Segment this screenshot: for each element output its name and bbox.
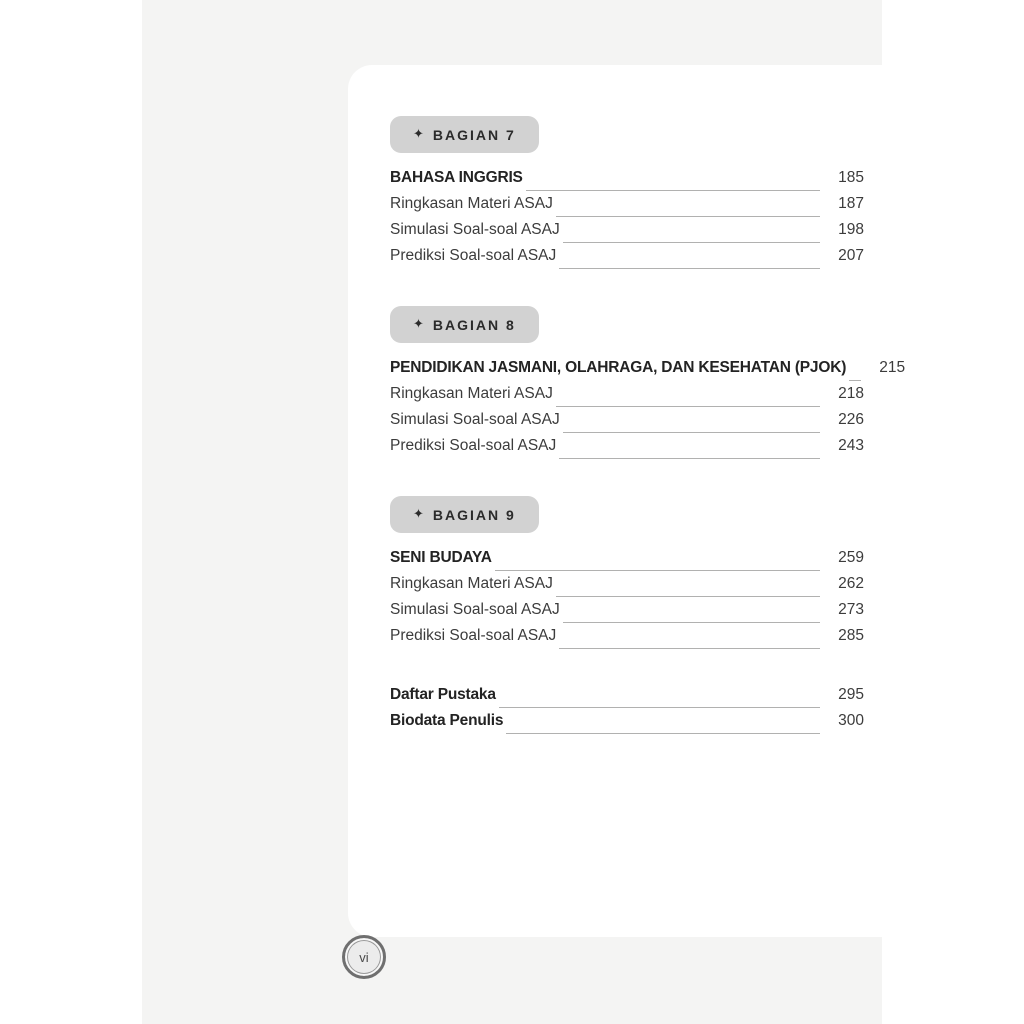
toc-entry — [390, 437, 864, 463]
leader-line — [559, 648, 820, 649]
toc-entry-label: SENI BUDAYA — [390, 549, 492, 566]
toc-entry — [390, 575, 864, 601]
leader-line — [506, 733, 820, 734]
leader-line — [563, 242, 820, 243]
toc-entry-page: 215 — [879, 359, 906, 376]
toc-entry — [390, 195, 864, 221]
toc-entry-label: Prediksi Soal-soal ASAJ — [390, 437, 557, 454]
toc-entry-page: 300 — [838, 712, 864, 729]
toc-entry-page: 185 — [838, 169, 864, 186]
leader-line — [559, 458, 820, 459]
section-badge — [390, 306, 539, 343]
toc-entry-page: 259 — [838, 549, 864, 566]
section-badge-label: BAGIAN 8 — [432, 316, 516, 333]
toc-entry — [390, 411, 864, 437]
leader-line — [849, 380, 861, 381]
book-page-background — [142, 0, 906, 1024]
toc-entry-label: Ringkasan Materi ASAJ — [390, 385, 553, 402]
toc-section-bagian-8 — [390, 306, 906, 463]
toc-entry — [390, 549, 864, 575]
toc-entry-label: Simulasi Soal-soal ASAJ — [390, 601, 560, 618]
toc-entry — [390, 712, 864, 738]
leader-line — [556, 216, 820, 217]
toc-entry — [390, 627, 864, 653]
toc-entry-page: 243 — [838, 437, 864, 454]
four-point-star-icon: ✦ — [413, 316, 424, 331]
toc-entry — [390, 385, 864, 411]
section-badge-label: BAGIAN 7 — [432, 126, 516, 143]
toc-entry — [390, 247, 864, 273]
leader-line — [526, 190, 820, 191]
four-point-star-icon: ✦ — [413, 126, 424, 141]
leader-line — [556, 406, 820, 407]
toc-entry-label: Prediksi Soal-soal ASAJ — [390, 627, 557, 644]
toc-section-bagian-7 — [390, 116, 864, 273]
toc-entry-label: Simulasi Soal-soal ASAJ — [390, 411, 560, 428]
toc-entry-label: Ringkasan Materi ASAJ — [390, 575, 553, 592]
toc-entry-page: 295 — [838, 686, 864, 703]
toc-entry-page: 187 — [838, 195, 864, 212]
toc-entry-page: 285 — [838, 627, 864, 644]
toc-entry-label: Daftar Pustaka — [390, 686, 496, 703]
toc-entry-page: 226 — [838, 411, 864, 428]
leader-line — [563, 622, 820, 623]
toc-entry-page: 218 — [838, 385, 864, 402]
toc-entry-label: Ringkasan Materi ASAJ — [390, 195, 553, 212]
section-badge-label: BAGIAN 9 — [432, 506, 516, 523]
page-number-label: vi — [359, 949, 369, 965]
toc-entry-label: Simulasi Soal-soal ASAJ — [390, 221, 560, 238]
toc-entry-page: 273 — [838, 601, 864, 618]
toc-entry — [390, 686, 864, 712]
page-number-circle — [342, 935, 386, 979]
toc-entry-page: 262 — [838, 575, 864, 592]
toc-entry-page: 207 — [838, 247, 864, 264]
toc-entry — [390, 221, 864, 247]
toc-entry — [390, 601, 864, 627]
toc-entry-label: PENDIDIKAN JASMANI, OLAHRAGA, DAN KESEHATAN (PJOK) — [390, 359, 847, 376]
section-badge — [390, 496, 539, 533]
toc-entry-label: BAHASA INGGRIS — [390, 169, 523, 186]
four-point-star-icon: ✦ — [413, 506, 424, 521]
toc-entry — [390, 359, 906, 385]
leader-line — [563, 432, 820, 433]
leader-line — [499, 707, 820, 708]
leader-line — [556, 596, 820, 597]
toc-entry-label: Biodata Penulis — [390, 712, 504, 729]
toc-entry — [390, 169, 864, 195]
toc-footer-entries — [390, 686, 864, 738]
toc-entry-page: 198 — [838, 221, 864, 238]
leader-line — [495, 570, 820, 571]
section-badge — [390, 116, 539, 153]
toc-entry-label: Prediksi Soal-soal ASAJ — [390, 247, 557, 264]
leader-line — [559, 268, 820, 269]
toc-section-bagian-9 — [390, 496, 864, 653]
toc-card — [348, 65, 922, 937]
